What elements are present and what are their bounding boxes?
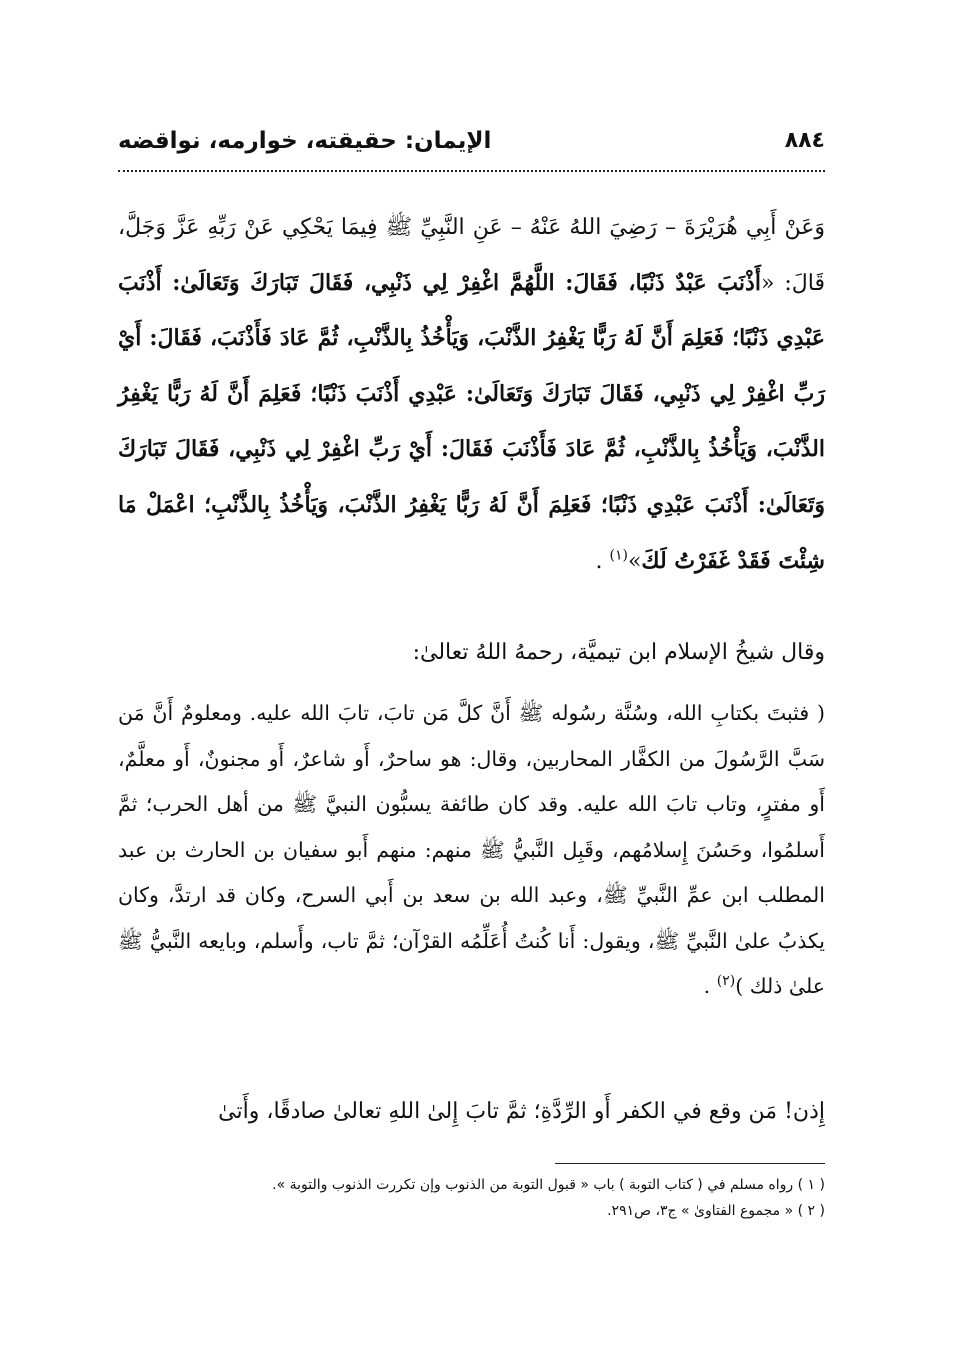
page-number: ٨٨٤ xyxy=(784,128,825,153)
hadith-quote-close: » xyxy=(627,548,642,574)
ibn-taymiyyah-quote-paragraph xyxy=(118,691,825,1010)
footnote-2: ( ٢ ) « مجموع الفتاوىٰ » ج٣، ص٢٩١. xyxy=(607,1203,825,1219)
footnote-reference-1: (١) xyxy=(609,547,628,564)
hadith-paragraph xyxy=(118,200,825,589)
hadith-intro: وَعَنْ أَبِي هُرَيْرَةَ – رَضِيَ اللهُ عَنْهُ – عَنِ النَّبِيِّ ﷺ فِيمَا يَحْكِي عَنْ رَبِّهِ عَزَّ وَجَلَّ، قَالَ: « xyxy=(118,215,825,296)
running-head xyxy=(118,128,825,164)
footnote-1: ( ١ ) رواه مسلم في ( كتاب التوبة ) باب « قبول التوبة من الذنوب وإن تكررت الذنوب والتوبة ». xyxy=(272,1177,825,1193)
quote-end: . xyxy=(703,974,711,998)
hadith-end: . xyxy=(595,548,603,574)
hadith-quote: أَذْنَبَ عَبْدٌ ذَنْبًا، فَقَالَ: اللَّهُمَّ اغْفِرْ لِي ذَنْبِي، فَقَالَ تَبَارَكَ وَتَعَالَىٰ: أَذْنَبَ عَبْدِي ذَنْبًا؛ فَعَلِمَ أَنَّ لَهُ رَبًّا يَغْفِرُ الذَّنْبَ، وَيَأْخُذُ بِالذَّنْبِ، ثُمَّ عَادَ فَأَذْنَبَ، فَقَالَ: أَيْ رَبِّ اغْفِرْ لِي ذَنْبِي، فَقَالَ تَبَارَكَ وَتَعَالَىٰ: عَبْدِي أَذْنَبَ ذَنْبًا؛ فَعَلِمَ أَنَّ لَهُ رَبًّا يَغْفِرُ الذَّنْبَ، وَيَأْخُذُ بِالذَّنْبِ، ثُمَّ عَادَ فَأَذْنَبَ فَقَالَ: أَيْ رَبِّ اغْفِرْ لِي ذَنْبِي، فَقَالَ تَبَارَكَ وَتَعَالَىٰ: أَذْنَبَ عَبْدِي ذَنْبًا؛ فَعَلِمَ أَنَّ لَهُ رَبًّا يَغْفِرُ الذَّنْبَ، وَيَأْخُذُ بِالذَّنْبِ؛ اعْمَلْ مَا شِئْتَ فَقَدْ غَفَرْتُ لَكَ xyxy=(118,269,825,574)
header-divider xyxy=(118,170,825,172)
footnotes xyxy=(118,1172,825,1224)
conclusion-paragraph: إِذن! مَن وقع في الكفر أَو الرِّدَّةِ؛ ثمَّ تابَ إِلىٰ اللهِ تعالىٰ صادقًا، وأَتىٰ xyxy=(218,1099,825,1124)
running-title: الإيمان: حقيقته، خوارمه، نواقضه xyxy=(118,128,492,154)
footnote-reference-2: (٢) xyxy=(716,973,736,990)
footnote-divider xyxy=(555,1163,825,1164)
ibn-taymiyyah-quote: ( فثبتَ بكتابِ الله، وسُنَّة رسُوله ﷺ أَنَّ كلَّ مَن تابَ، تابَ الله عليه. ومعلومٌ أَنَّ مَن سَبَّ الرَّسُولَ من الكفَّار المحاربين، وقال: هو ساحرٌ، أَو شاعرٌ، أَو مجنونٌ، أَو معلَّمٌ، أَو مفترٍ، وتاب تابَ الله عليه. وقد كان طائفة يسبُّون النبيَّ ﷺ من أهل الحرب؛ ثمَّ أَسلمُوا، وحَسُنَ إِسلامُهم، وقَبِل النَّبيُّ ﷺ منهم: منهم أَبو سفيان بن الحارث بن عبد المطلب ابن عمِّ النَّبيِّ ﷺ، وعبد الله بن سعد بن أَبي السرح، وكان قد ارتدَّ، وكان يكذبُ علىٰ النَّبيِّ ﷺ، ويقول: أَنا كُنتُ أُعَلِّمُه القرْآن؛ ثمَّ تاب، وأَسلم، وبايعه النَّبيُّ ﷺ علىٰ ذلك ) xyxy=(118,701,825,998)
ibn-taymiyyah-intro: وقال شيخُ الإسلام ابن تيميَّة، رحمهُ اللهُ تعالىٰ: xyxy=(412,640,825,665)
